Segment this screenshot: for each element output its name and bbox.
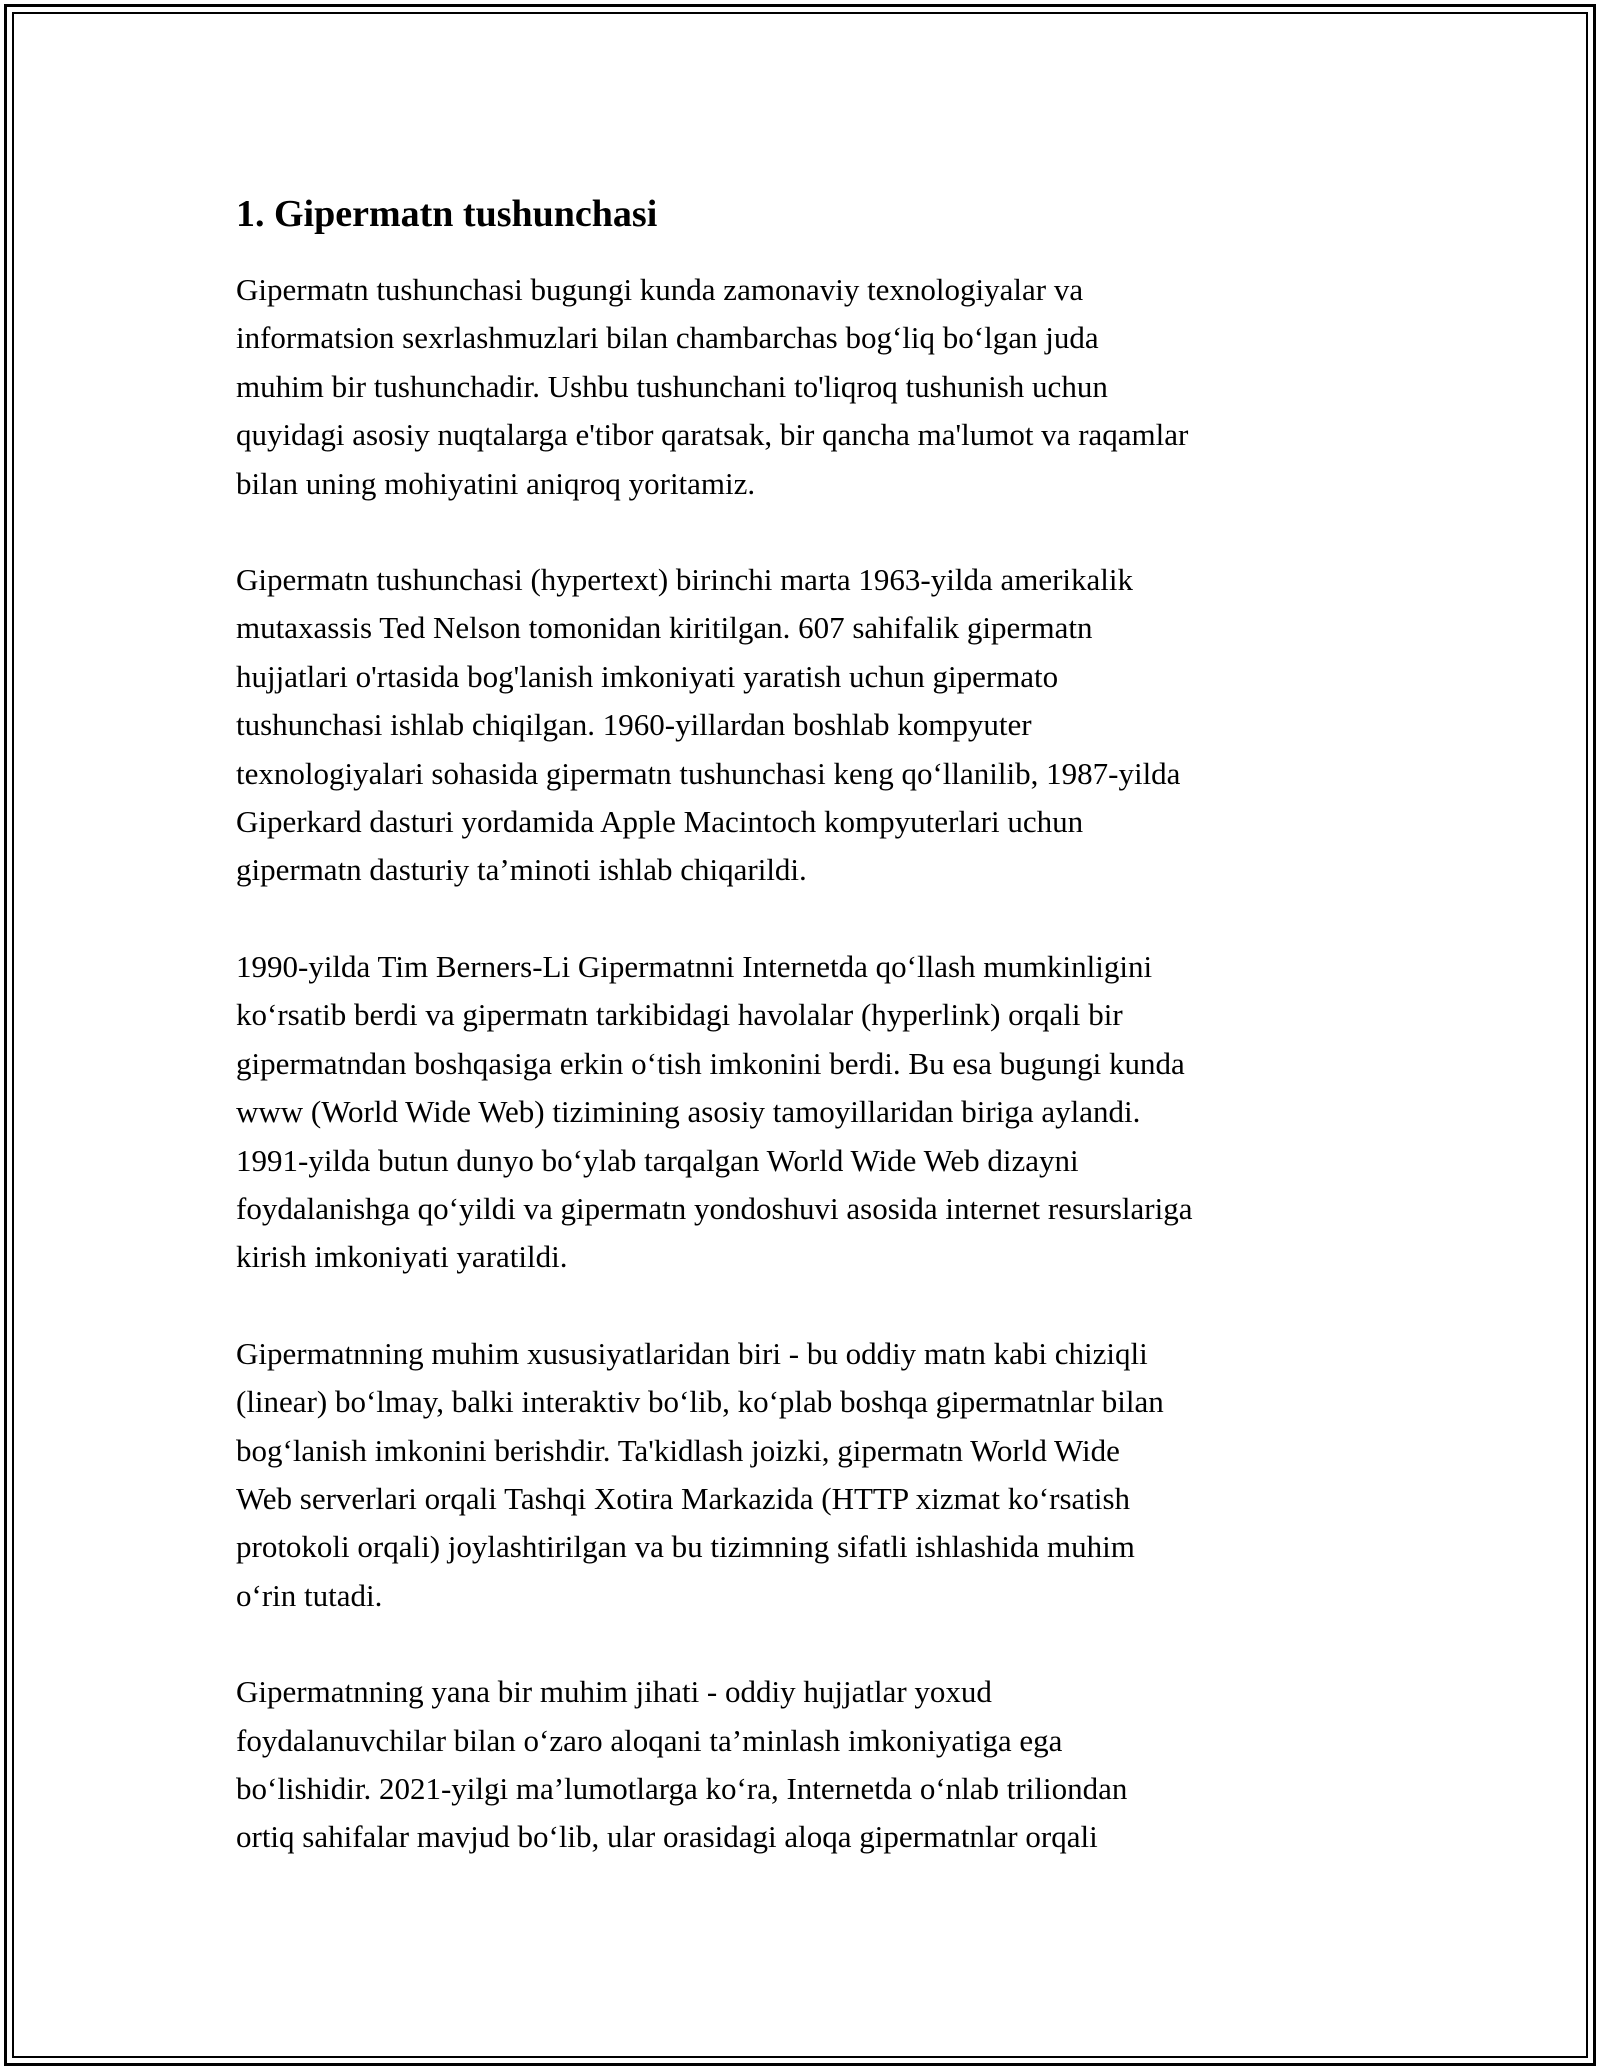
paragraph-line: Gipermatn tushunchasi bugungi kunda zamonaviy texnologiyalar va (236, 272, 1084, 307)
paragraph-line: gipermatn dasturiy ta’minoti ishlab chiqarildi. (236, 852, 807, 888)
paragraph-line: Gipermatnning muhim xususiyatlaridan biri - bu oddiy matn kabi chiziqli (236, 1335, 1148, 1371)
paragraph-line: informatsion sexrlashmuzlari bilan chambarchas bog‘liq bo‘lgan juda (236, 320, 1099, 356)
paragraph-line: ortiq sahifalar mavjud bo‘lib, ular orasidagi aloqa gipermatnlar orqali (236, 1819, 1098, 1855)
paragraph-interaction (236, 1668, 1376, 1862)
paragraph-line: protokoli orqali) joylashtirilgan va bu tizimning sifatli ishlashida muhim (236, 1529, 1135, 1565)
paragraph-intro (236, 266, 1376, 508)
paragraph-www (236, 943, 1376, 1282)
paragraph-history (236, 556, 1376, 895)
paragraph-line: bo‘lishidir. 2021-yilgi ma’lumotlarga ko‘ra, Internetda o‘nlab triliondan (236, 1770, 1128, 1806)
paragraph-line: Gipermatnning yana bir muhim jihati - oddiy hujjatlar yoxud (236, 1674, 992, 1710)
paragraph-line: kirish imkoniyati yaratildi. (236, 1239, 568, 1275)
paragraph-line: foydalanuvchilar bilan o‘zaro aloqani ta’minlash imkoniyatiga ega (236, 1722, 1063, 1758)
paragraph-line: 1990-yilda Tim Berners-Li Gipermatnni Internetda qo‘llash mumkinligini (236, 948, 1153, 984)
paragraph-line: Web serverlari orqali Tashqi Xotira Markazida (HTTP xizmat ko‘rsatish (236, 1480, 1131, 1516)
paragraph-line: texnologiyalari sohasida gipermatn tushunchasi keng qo‘llanilib, 1987-yilda (236, 755, 1181, 791)
paragraph-line: Giperkard dasturi yordamida Apple Macintoch kompyuterlari uchun (236, 804, 1084, 840)
paragraph-line: www (World Wide Web) tizimining asosiy tamoyillaridan biriga aylandi. (236, 1094, 1141, 1130)
paragraph-line: bog‘lanish imkonini berishdir. Ta'kidlash joizki, gipermatn World Wide (236, 1432, 1120, 1468)
paragraph-line: (linear) bo‘lmay, balki interaktiv bo‘lib, ko‘plab boshqa gipermatnlar bilan (236, 1384, 1164, 1420)
paragraph-line: muhim bir tushunchadir. Ushbu tushunchani to'liqroq tushunish uchun (236, 368, 1108, 404)
section-heading: 1. Gipermatn tushunchasi (236, 193, 658, 235)
paragraph-line: hujjatlari o'rtasida bog'lanish imkoniyati yaratish uchun gipermato (236, 658, 1059, 694)
paragraph-line: tushunchasi ishlab chiqilgan. 1960-yillardan boshlab kompyuter (236, 707, 1032, 743)
paragraph-line: 1991-yilda butun dunyo bo‘ylab tarqalgan World Wide Web dizayni (236, 1142, 1079, 1178)
paragraph-line: Gipermatn tushunchasi (hypertext) birinchi marta 1963-yilda amerikalik (236, 562, 1134, 598)
paragraph-line: gipermatndan boshqasiga erkin o‘tish imkonini berdi. Bu esa bugungi kunda (236, 1045, 1185, 1081)
paragraph-line: quyidagi asosiy nuqtalarga e'tibor qaratsak, bir qancha ma'lumot va raqamlar (236, 417, 1189, 453)
paragraph-line: foydalanishga qo‘yildi va gipermatn yondoshuvi asosida internet resurslariga (236, 1190, 1193, 1226)
document-body (236, 190, 1376, 1910)
paragraph-line: mutaxassis Ted Nelson tomonidan kiritilgan. 607 sahifalik gipermatn (236, 610, 1093, 646)
paragraph-features (236, 1330, 1376, 1620)
paragraph-line: bilan uning mohiyatini aniqroq yoritamiz. (236, 465, 756, 501)
paragraph-line: o‘rin tutadi. (236, 1577, 383, 1613)
paragraph-line: ko‘rsatib berdi va gipermatn tarkibidagi havolalar (hyperlink) orqali bir (236, 997, 1123, 1033)
